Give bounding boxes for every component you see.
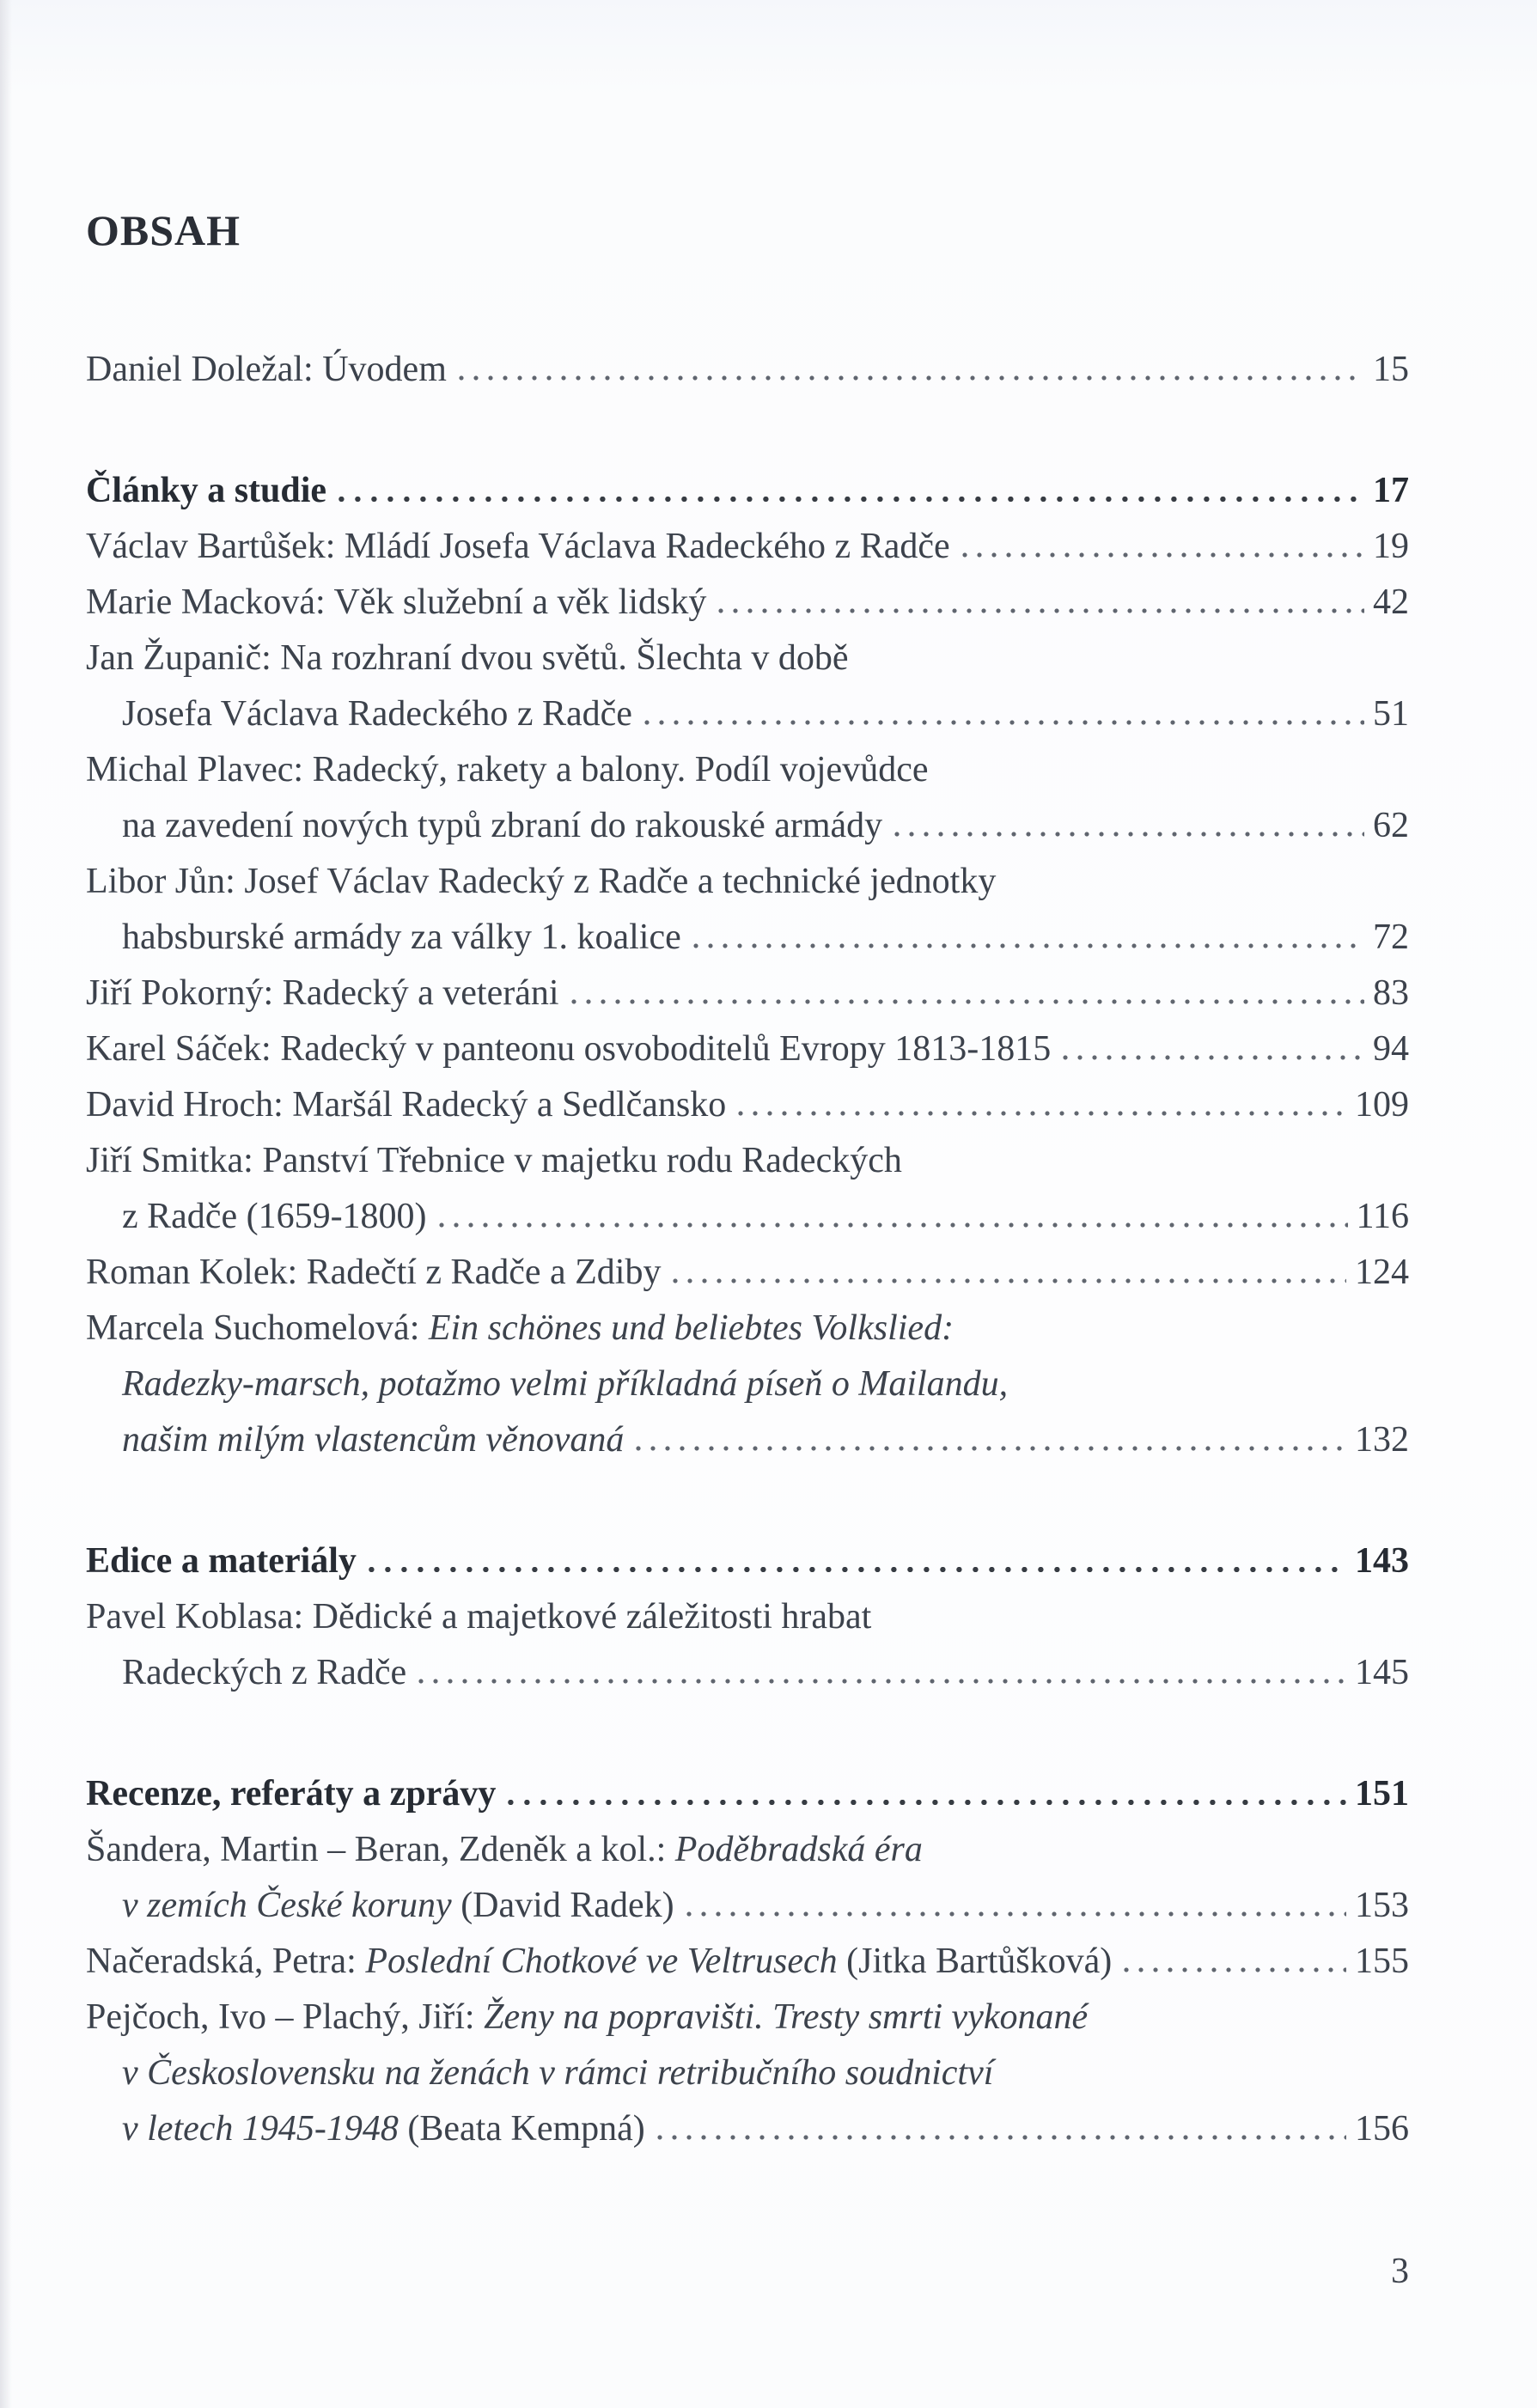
toc-entry-line bbox=[86, 1412, 1409, 1468]
heading-text: Recenze, referáty a zprávy bbox=[86, 1774, 497, 1814]
page-number: 124 bbox=[1355, 1253, 1409, 1292]
toc-section-editions bbox=[86, 1533, 1409, 1701]
entry-text: Marcela Suchomelová: bbox=[86, 1308, 429, 1348]
entry-text: Libor Jůn: Josef Václav Radecký z Radče a technické jednotky bbox=[86, 862, 997, 901]
toc-section-heading bbox=[86, 463, 1409, 519]
entry-text-italic: Radezky-marsch, potažmo velmi příkladná píseň o Mailandu, bbox=[122, 1364, 1009, 1404]
leader-dots bbox=[1124, 1967, 1346, 1972]
page-number: 15 bbox=[1373, 350, 1409, 389]
heading-text: Edice a materiály bbox=[86, 1541, 357, 1581]
entry-text: Jiří Pokorný: Radecký a veteráni bbox=[86, 973, 559, 1013]
toc-entry-line bbox=[86, 686, 1409, 742]
toc-entry-line bbox=[86, 854, 1409, 910]
toc-entry-line bbox=[86, 1990, 1409, 2045]
leader-dots bbox=[1063, 1055, 1364, 1060]
toc-entry-line bbox=[86, 1189, 1409, 1245]
entry-text: Radeckých z Radče bbox=[122, 1653, 407, 1692]
entry-text: Václav Bartůšek: Mládí Josefa Václava Radeckého z Radče bbox=[86, 527, 950, 566]
entry-text: Pejčoch, Ivo – Plachý, Jiří: bbox=[86, 1997, 485, 2037]
entry-text-italic: Poděbradská éra bbox=[674, 1830, 923, 1869]
leader-dots bbox=[962, 552, 1364, 558]
leader-dots bbox=[439, 1222, 1348, 1228]
entry-text: Josefa Václava Radeckého z Radče bbox=[122, 694, 632, 734]
leader-dots bbox=[459, 375, 1364, 381]
toc-entry-line bbox=[86, 966, 1409, 1021]
leader-dots bbox=[686, 1911, 1346, 1917]
page-number: 42 bbox=[1373, 582, 1409, 622]
entry-text-italic: Poslední Chotkové ve Veltrusech bbox=[365, 1942, 838, 1981]
toc-entry-line bbox=[86, 798, 1409, 854]
page-number: 155 bbox=[1355, 1942, 1409, 1981]
heading-text: Články a studie bbox=[86, 471, 327, 510]
toc-entry-line bbox=[86, 575, 1409, 631]
page-number: 94 bbox=[1373, 1029, 1409, 1069]
entry-text: Šandera, Martin – Beran, Zdeněk a kol.: bbox=[86, 1830, 675, 1869]
toc-entry-line bbox=[86, 1077, 1409, 1133]
toc-content bbox=[86, 204, 1409, 2157]
toc-entry-line bbox=[86, 1589, 1409, 1645]
leader-dots bbox=[673, 1278, 1346, 1283]
toc-section-heading bbox=[86, 1533, 1409, 1589]
entry-text: (David Radek) bbox=[451, 1886, 674, 1925]
toc-entry-line bbox=[86, 631, 1409, 686]
page-number: 132 bbox=[1355, 1420, 1409, 1460]
entry-text: (Jitka Bartůšková) bbox=[837, 1942, 1113, 1981]
entry-text-italic: v letech 1945-1948 bbox=[122, 2109, 399, 2149]
toc-entry-line bbox=[86, 1878, 1409, 1934]
toc-intro bbox=[86, 342, 1409, 398]
leader-dots bbox=[339, 497, 1364, 502]
entry-text-italic: našim milým vlastencům věnovaná bbox=[122, 1420, 625, 1460]
entry-text-italic: v zemích České koruny bbox=[122, 1886, 452, 1925]
toc-entry-line bbox=[86, 1021, 1409, 1077]
entry-text: Daniel Doležal: Úvodem bbox=[86, 350, 447, 389]
entry-text: Načeradská, Petra: bbox=[86, 1942, 366, 1981]
toc-entry-line bbox=[86, 1245, 1409, 1301]
toc-section-reviews bbox=[86, 1766, 1409, 2157]
toc-entry-line bbox=[86, 342, 1409, 398]
leader-dots bbox=[644, 720, 1364, 725]
toc-entry-line bbox=[86, 1645, 1409, 1701]
leader-dots bbox=[418, 1679, 1346, 1684]
entry-text: (Beata Kempná) bbox=[398, 2109, 645, 2149]
leader-dots bbox=[508, 1800, 1346, 1805]
leader-dots bbox=[738, 1111, 1346, 1116]
entry-text: Roman Kolek: Radečtí z Radče a Zdiby bbox=[86, 1253, 662, 1292]
folio-page-number: 3 bbox=[1391, 2252, 1409, 2291]
entry-text-italic: v Československu na ženách v rámci retribučního soudnictví bbox=[122, 2053, 994, 2093]
toc-entry-line bbox=[86, 1934, 1409, 1990]
entry-text: habsburské armády za války 1. koalice bbox=[122, 917, 681, 957]
page-number: 62 bbox=[1373, 806, 1409, 845]
page-number: 83 bbox=[1373, 973, 1409, 1013]
page-number: 51 bbox=[1373, 694, 1409, 734]
toc-entry-line bbox=[86, 1356, 1409, 1412]
leader-dots bbox=[369, 1567, 1346, 1572]
entry-text: Jan Županič: Na rozhraní dvou světů. Šlechta v době bbox=[86, 638, 849, 678]
leader-dots bbox=[894, 832, 1364, 837]
entry-text: Michal Plavec: Radecký, rakety a balony. Podíl vojevůdce bbox=[86, 750, 929, 789]
toc-section-articles bbox=[86, 463, 1409, 1468]
entry-text: David Hroch: Maršál Radecký a Sedlčansko bbox=[86, 1085, 727, 1125]
toc-section-heading bbox=[86, 1766, 1409, 1822]
toc-entry-line bbox=[86, 519, 1409, 575]
entry-text-italic: Ženy na popravišti. Tresty smrti vykonané bbox=[484, 1997, 1089, 2037]
entry-text: Pavel Koblasa: Dědické a majetkové záležitosti hrabat bbox=[86, 1597, 872, 1637]
entry-text: Marie Macková: Věk služební a věk lidský bbox=[86, 582, 707, 622]
page-number: 109 bbox=[1355, 1085, 1409, 1125]
page-number: 72 bbox=[1373, 917, 1409, 957]
page-number: 17 bbox=[1373, 471, 1409, 510]
page-number: 19 bbox=[1373, 527, 1409, 566]
page-number: 143 bbox=[1355, 1541, 1409, 1581]
toc-entry-line bbox=[86, 1301, 1409, 1356]
toc-entry-line bbox=[86, 910, 1409, 966]
entry-text: Karel Sáček: Radecký v panteonu osvoboditelů Evropy 1813-1815 bbox=[86, 1029, 1052, 1069]
toc-entry-line bbox=[86, 1133, 1409, 1189]
leader-dots bbox=[718, 608, 1364, 613]
entry-text: Jiří Smitka: Panství Třebnice v majetku rodu Radeckých bbox=[86, 1141, 902, 1180]
leader-dots bbox=[657, 2135, 1346, 2140]
leader-dots bbox=[636, 1446, 1346, 1451]
entry-text: na zavedení nových typů zbraní do rakouské armády bbox=[122, 806, 883, 845]
toc-entry-line bbox=[86, 742, 1409, 798]
page-number: 116 bbox=[1356, 1197, 1409, 1236]
toc-entry-line bbox=[86, 2045, 1409, 2101]
page-number: 156 bbox=[1355, 2109, 1409, 2149]
leader-dots bbox=[571, 999, 1364, 1004]
toc-entry-line bbox=[86, 2101, 1409, 2157]
leader-dots bbox=[693, 943, 1364, 948]
page-number: 145 bbox=[1355, 1653, 1409, 1692]
page-number: 153 bbox=[1355, 1886, 1409, 1925]
entry-text-italic: Ein schönes und beliebtes Volkslied: bbox=[428, 1308, 955, 1348]
page-number: 151 bbox=[1355, 1774, 1409, 1814]
toc-entry-line bbox=[86, 1822, 1409, 1878]
entry-text: z Radče (1659-1800) bbox=[122, 1197, 427, 1236]
contents-title: OBSAH bbox=[86, 206, 241, 254]
